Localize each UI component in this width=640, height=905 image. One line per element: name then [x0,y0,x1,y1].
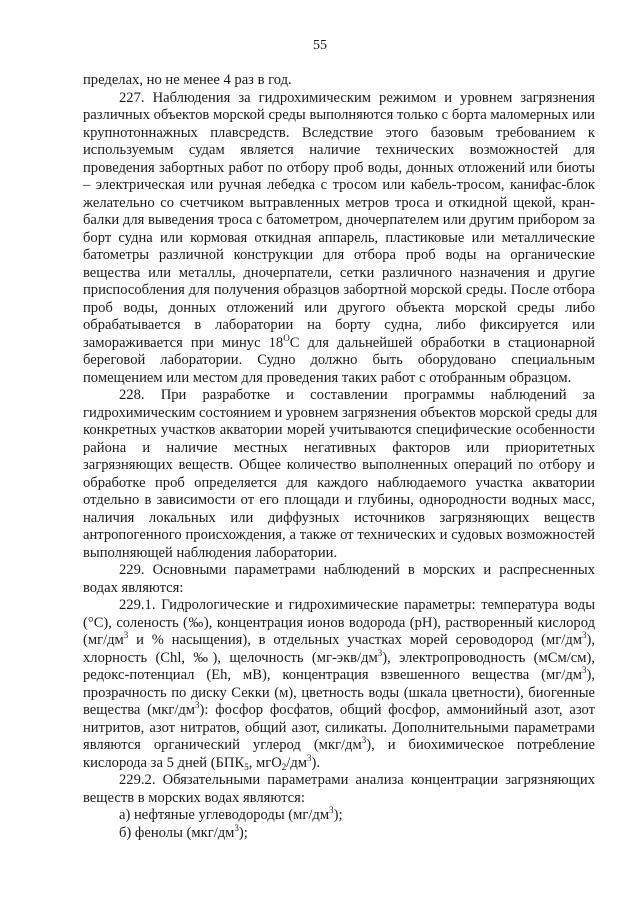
text-line: выполняющей наблюдения лаборатории. [83,544,338,561]
text-line: водах являются: [83,579,184,596]
text-line: береговой лаборатории. Судно должно быть оборудовано специальным [83,352,595,368]
text-line: района и наличие местных негативных факторов или приоритетных [83,439,595,456]
text-segment: а) нефтяные углеводороды (мг/дм [119,807,330,823]
text-line [83,667,595,685]
text-line: – электрическая или ручная лебедка с тросом или кабель-тросом, канифас-блок [83,177,595,193]
superscript: 3 [329,805,334,815]
text-segment: редокс-потенциал (Eh, мВ), концентрация взвешенного вещества (мг/дм [83,667,582,683]
text-segment: хлорность (Chl, ‰), щелочность (мг-экв/дм [83,649,378,666]
text-line [83,702,595,720]
text-segment: вещества (мкг/дм [83,702,196,718]
text-line: наличия локальных или диффузных источников загрязняющих веществ [83,509,595,526]
superscript: 3 [195,700,200,710]
text-line: обработке проб определяется для каждого наблюдаемого участка акватории [83,474,595,491]
text-line: загрязняющих веществ. Общее количество выполненных операций по отбору и [83,457,595,473]
text-segment: , мгО [248,754,282,771]
text-segment: и % насыщения), в отдельных участках морей сероводород (мг/дм [128,632,582,648]
text-line: веществ в морских водах являются: [83,789,305,806]
text-line [83,752,595,773]
text-segment: являются органический углерод (мкг/дм [83,737,362,753]
paragraph-228-start: 228. При разработке и составлении программы наблюдений за [119,387,595,403]
text-line: пределах, но не менее 4 раз в год. [83,72,292,88]
paragraph-229-1-start: 229.1. Гидрологические и гидрохимические параметры: температура воды [119,597,595,613]
text-segment: ), и биохимическое потребление [366,737,595,753]
subscript: 5 [244,761,249,772]
paragraph-227-start: 227. Наблюдения за гидрохимическим режимом и уровнем загрязнения [119,89,595,106]
text-segment: ), [586,632,595,648]
paragraph-229-start: 229. Основными параметрами наблюдений в морских и распресненных [119,562,595,578]
superscript: 3 [306,752,312,763]
text-segment: кислорода за 5 дней (БПК [83,754,245,771]
superscript: 3 [581,630,587,640]
text-line-temperature [83,332,595,353]
text-line: приспособления для получения образцов забортной морской среды. После отбора [83,282,595,298]
subscript: 2 [281,761,287,772]
text-line: отдельно в зависимости от его площади и глубины, однородности водных масс, [83,492,595,508]
superscript: 3 [123,630,129,640]
text-line: нитритов, азот нитратов, общий азот, силикаты. Дополнительными параметрами [83,719,595,736]
list-item [83,822,595,843]
text-line: помещением или местом для проведения таких работ с отобранным образцом. [83,369,572,386]
text-line [83,647,595,668]
text-line: желательно со счетчиком вытравленных метров троса и откидной щекой, кран- [83,194,595,211]
text-segment: (мг/дм [83,632,124,648]
text-line: вещества или металлы, дночерпатели, сетки различного назначения и другие [83,264,595,281]
text-line: различных объектов морской среды выполняются только с борта маломерных или [83,107,595,123]
text-line: борт судна или кормовая откидная аппарель, пластиковые или металлические [83,229,595,246]
text-segment: С для дальнейшей обработки в стационарной [289,334,595,351]
text-segment: ); [238,824,248,841]
paragraph-229-2-start: 229.2. Обязательными параметрами анализа концентрации загрязняющих [119,772,595,788]
text-line: антропогенного происхождения, а также от технических и судовых возможностей [83,527,595,543]
text-segment: ), электропроводность (мСм/см), [382,649,595,666]
text-line: гидрохимическим состоянием и уровнем загрязнения объектов морской среды для [83,404,598,421]
text-segment: ); [333,807,343,823]
document-body [83,72,598,842]
degree-superscript: О [283,332,290,343]
superscript: 3 [361,735,367,745]
text-line: проведения забортных работ по отбору проб воды, донных отложений или биоты [83,159,595,176]
superscript: 3 [234,822,239,833]
text-line: прозрачность по диску Секки (м), цветность воды (шкала цветности), биогенные [83,684,595,701]
text-line: батометры различной конструкции для отбора проб воды на органические [83,247,595,263]
superscript: 3 [581,665,587,675]
text-line: используемым судам является наличие технических возможностей для [83,142,595,158]
text-segment: ). [311,754,320,771]
text-segment: ): фосфор фосфатов, общий фосфор, аммонийный азот, азот [199,702,595,718]
text-segment: /дм [286,754,307,771]
text-line: проб воды, донных отложений или другого объекта морской среды либо [83,299,595,316]
text-line [83,632,595,650]
text-line: крупнотоннажных плавсредств. Вследствие этого базовым требованием к [83,124,595,141]
text-segment: б) фенолы (мкг/дм [119,824,235,841]
text-segment: ), [586,667,595,683]
text-line [83,737,595,755]
superscript: 3 [377,647,383,658]
list-item [83,807,595,825]
text-line: (°С), соленость (‰), концентрация ионов водорода (pH), растворенный кислород [83,614,595,631]
text-segment: замораживается при минус 18 [83,334,284,351]
page-number: 55 [313,38,327,53]
text-line: конкретных участков акватории морей учитываются специфические особенности [83,422,595,438]
text-line: обрабатывается в лаборатории на борту судна, либо фиксируется или [83,317,595,333]
text-line: балки для выведения троса с батометром, дночерпателем или другим прибором за [83,212,595,228]
